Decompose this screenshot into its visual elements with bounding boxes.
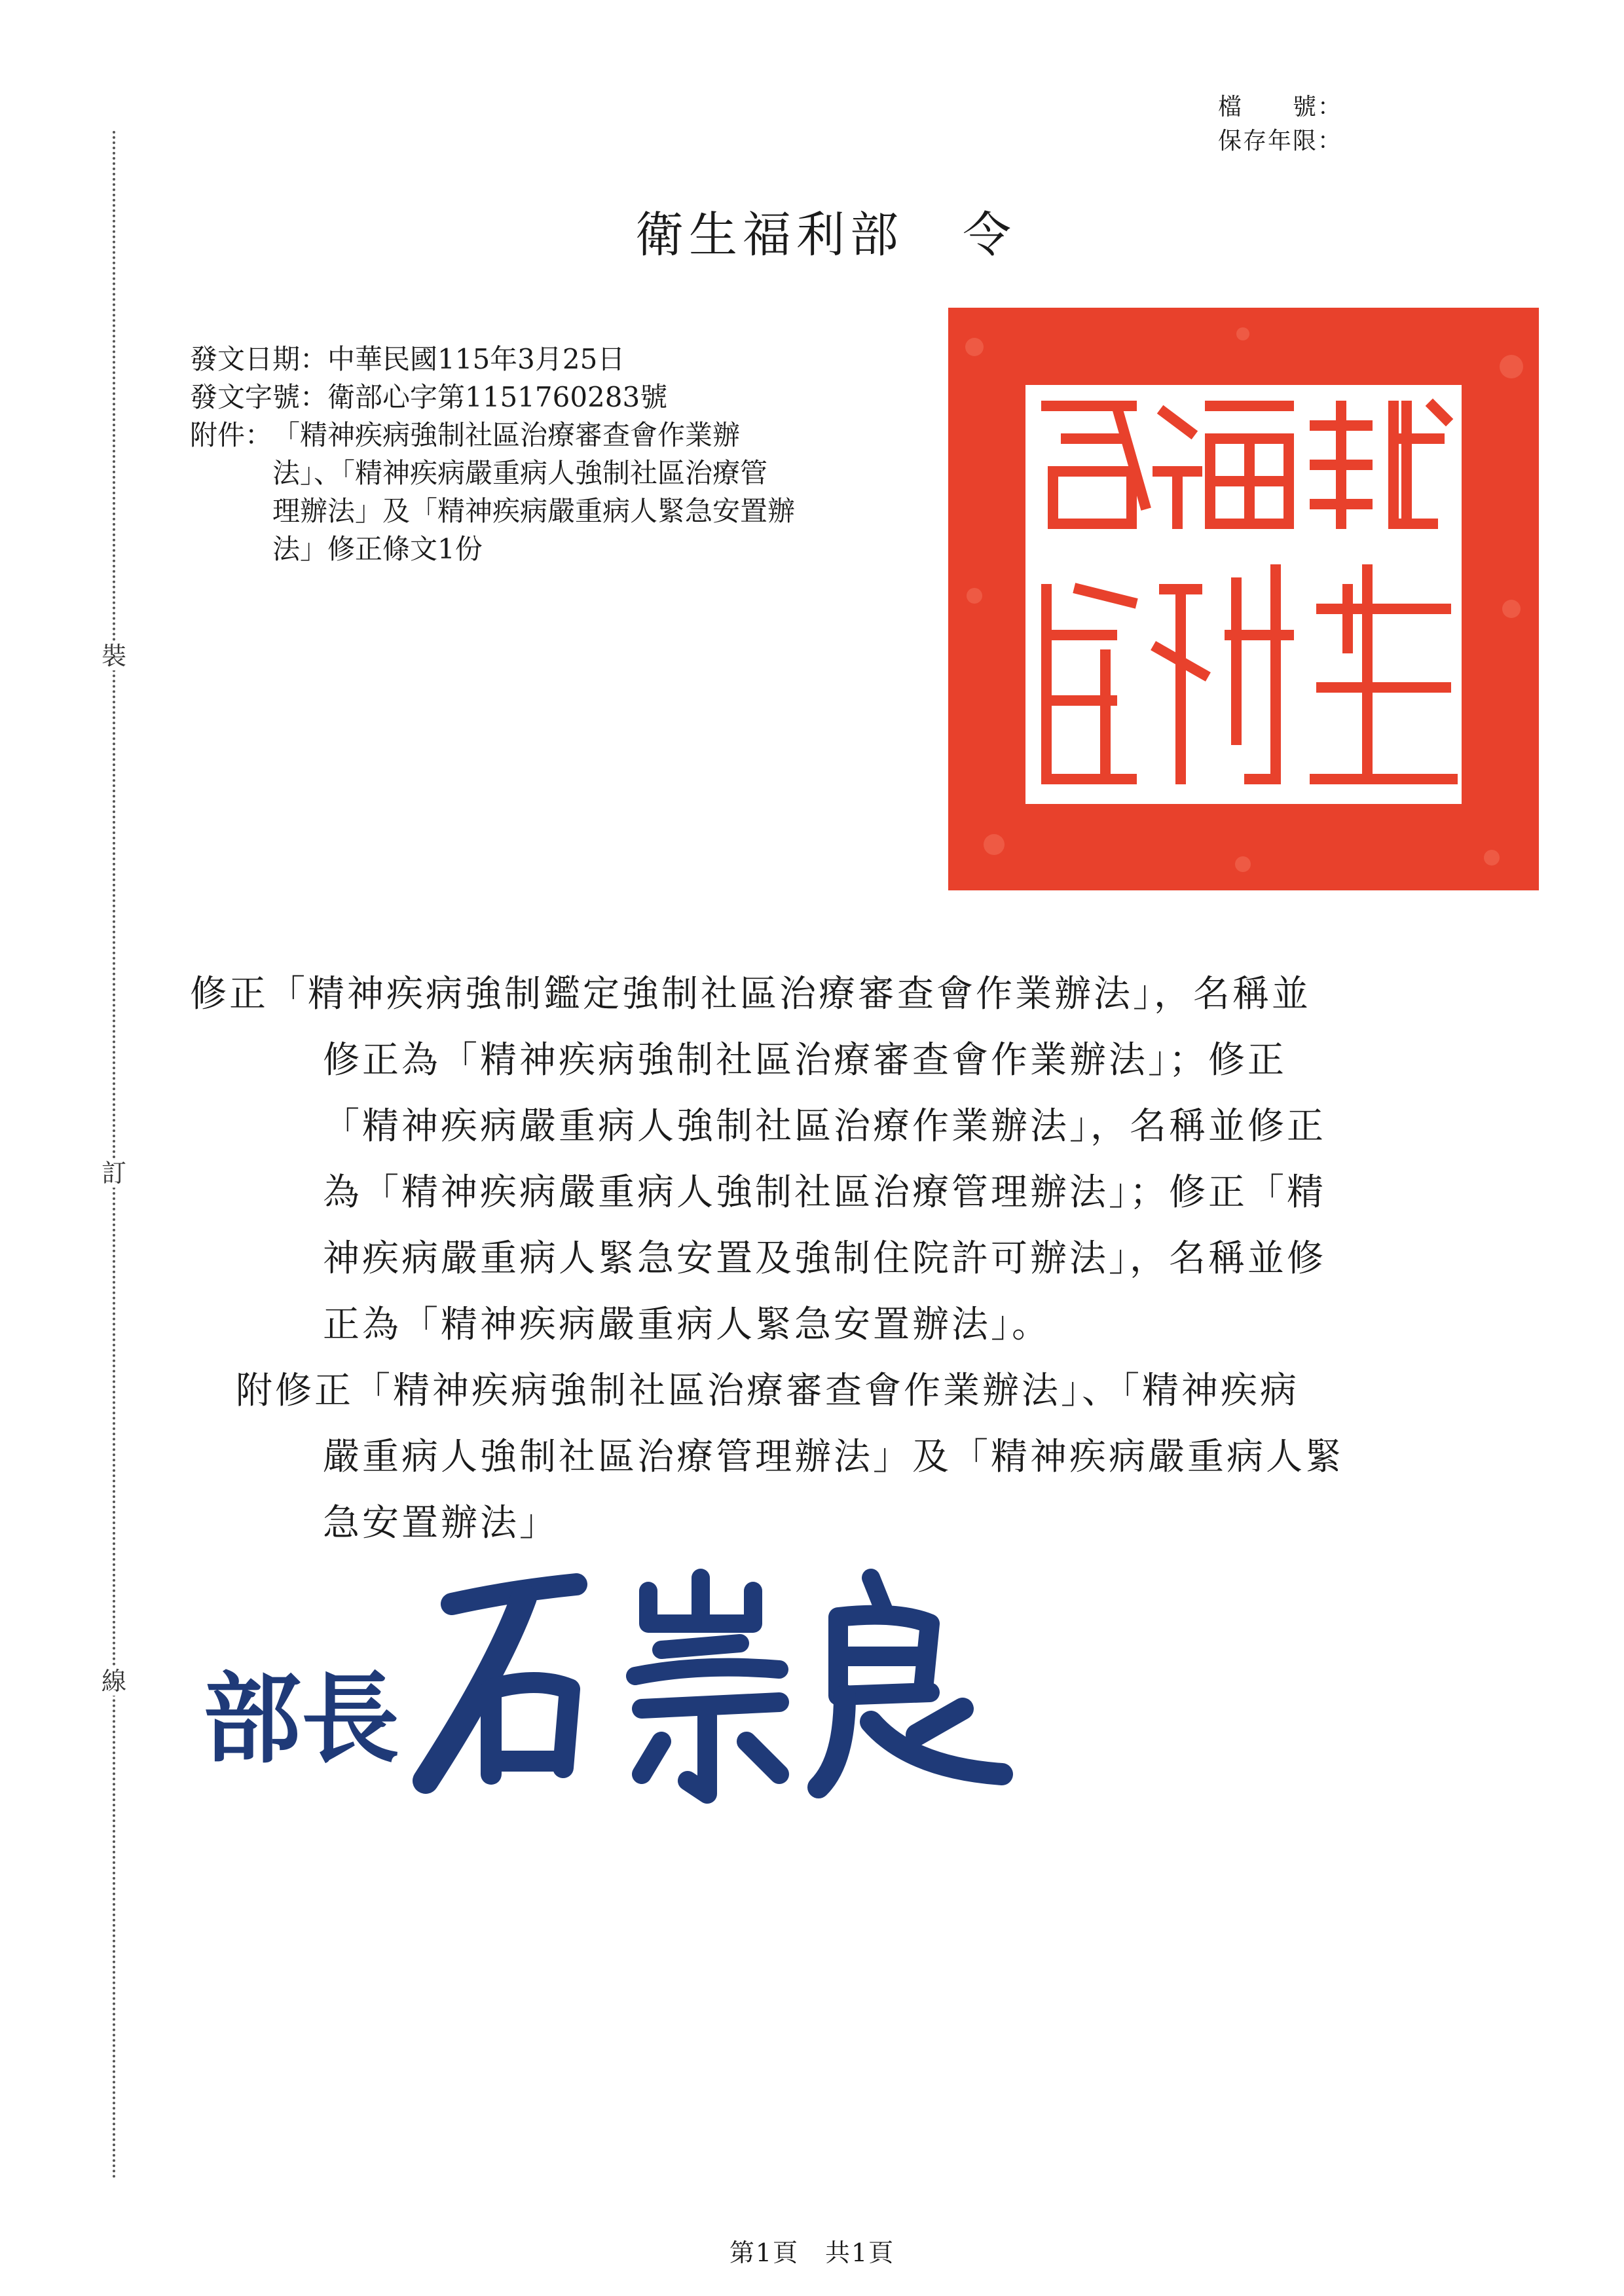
- body-line: 神疾病嚴重病人緊急安置及強制住院許可辦法」，名稱並修: [323, 1237, 1326, 1280]
- body-line: 修正為「精神疾病強制社區治療審查會作業辦法」；修正: [323, 1039, 1287, 1082]
- binding-char-zhuang: 裝: [100, 642, 128, 670]
- page-footer: [0, 2232, 1624, 2269]
- file-meta: [1218, 90, 1342, 158]
- attachment-line: 法」、「精神疾病嚴重病人強制社區治療管: [272, 457, 768, 489]
- binding-char-ding: 訂: [100, 1159, 128, 1188]
- attachment-block: [190, 416, 936, 568]
- body-line: 「精神疾病嚴重病人強制社區治療作業辦法」，名稱並修正: [323, 1105, 1326, 1148]
- issue-date: 發文日期：中華民國115年3月25日: [190, 343, 625, 375]
- body-line: 修正「精神疾病強制鑑定強制社區治療審查會作業辦法」，名稱並: [190, 973, 1311, 1015]
- attachment-line: 「精神疾病強制社區治療審查會作業辦: [272, 419, 741, 451]
- attachment-label: 附件：: [190, 419, 273, 451]
- page-title: [635, 196, 1016, 266]
- order-body: [190, 961, 1473, 1556]
- issue-number: 發文字號：衛部心字第1151760283號: [190, 381, 668, 413]
- body-line: 急安置辦法」: [323, 1502, 559, 1544]
- file-number-label: 檔 號：: [1218, 94, 1343, 120]
- body-paragraph-1: [190, 961, 1473, 1358]
- attachment-line: 理辦法」及「精神疾病嚴重病人緊急安置辦: [272, 495, 796, 527]
- attachment-line: 法」修正條文1份: [272, 533, 483, 565]
- footer-total: 共1頁: [825, 2238, 895, 2267]
- body-line: 正為「精神疾病嚴重病人緊急安置辦法」。: [323, 1303, 1051, 1346]
- body-line: 附修正「精神疾病強制社區治療審查會作業辦法」、「精神疾病: [236, 1370, 1299, 1412]
- footer-page: 第1頁: [729, 2238, 799, 2267]
- attachment-lines: [272, 416, 795, 568]
- signature-block: [196, 1565, 1035, 1813]
- official-seal-stamp: [948, 308, 1539, 890]
- body-line: 嚴重病人強制社區治療管理辦法」及「精神疾病嚴重病人緊: [323, 1436, 1344, 1478]
- body-line: 為「精神疾病嚴重病人強制社區治療管理辦法」；修正「精: [323, 1171, 1326, 1214]
- signature-title: 部長: [203, 1663, 400, 1777]
- binding-char-xian: 線: [100, 1667, 128, 1696]
- title-doc-type: 令: [963, 207, 1016, 263]
- title-agency: 衛生福利部: [635, 207, 904, 263]
- handwritten-signature: [413, 1565, 1035, 1813]
- body-paragraph-2: [190, 1358, 1473, 1556]
- issue-info: [190, 340, 936, 568]
- signature-name: 石崇良: [720, 1812, 725, 1813]
- binding-dotted-line: [113, 131, 115, 2180]
- retention-label: 保存年限：: [1218, 128, 1343, 155]
